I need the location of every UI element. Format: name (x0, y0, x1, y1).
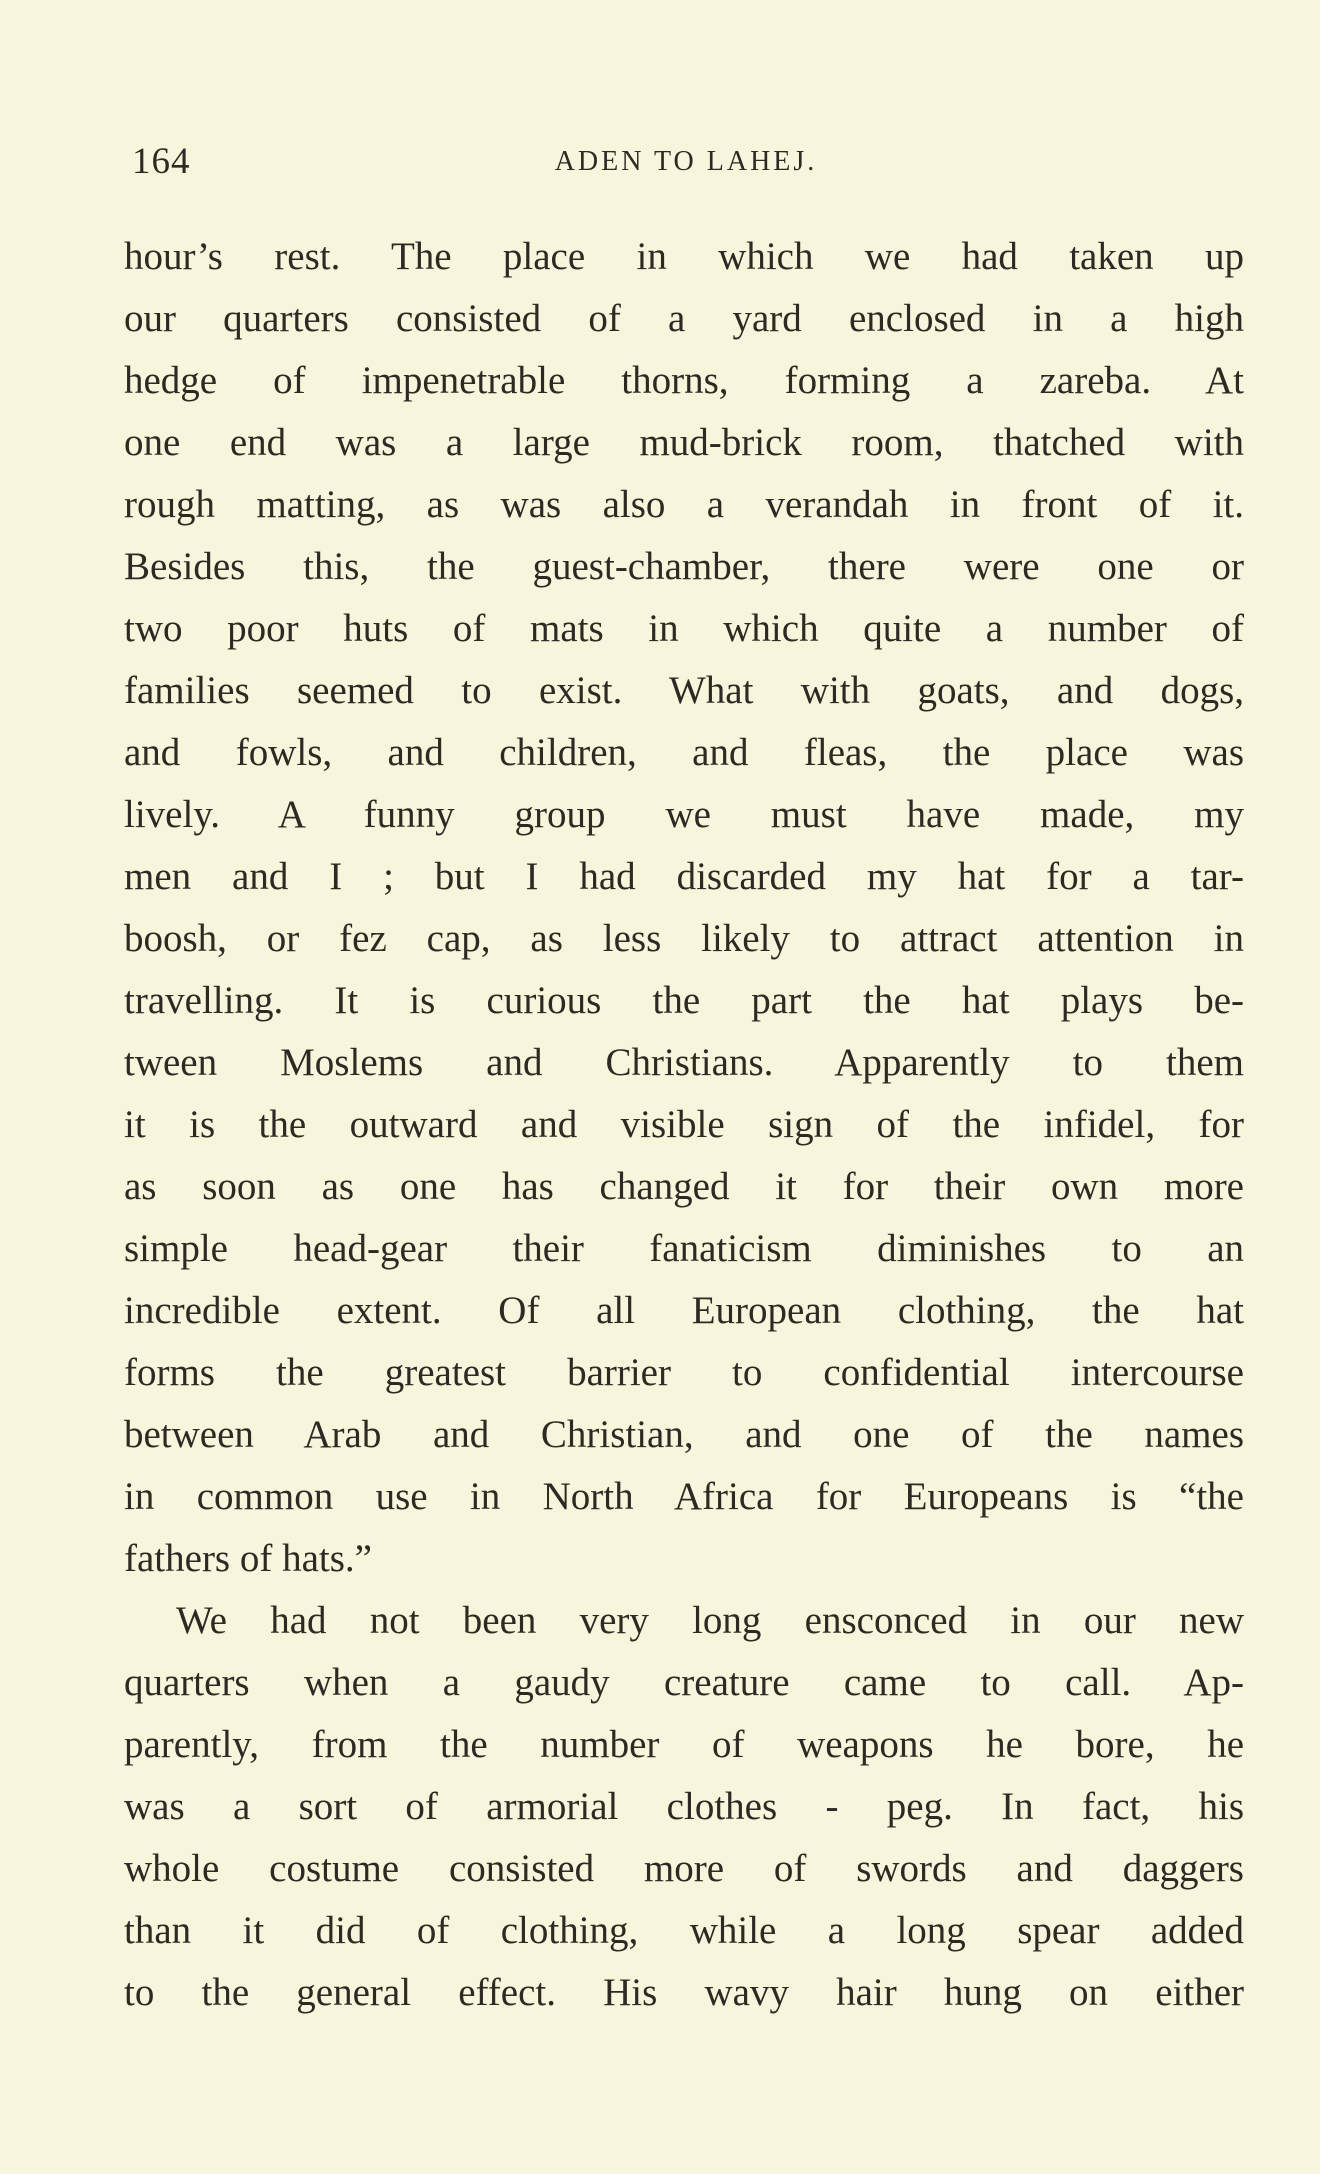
text-line: our quarters consisted of a yard enclosed in a high (124, 297, 1244, 340)
body-text (124, 226, 1244, 2024)
text-line: Besides this, the guest-chamber, there were one or (124, 545, 1244, 588)
text-line: quarters when a gaudy creature came to call. Ap- (124, 1661, 1244, 1704)
text-line: whole costume consisted more of swords and daggers (124, 1847, 1244, 1890)
text-line: was a sort of armorial clothes - peg. In fact, his (124, 1785, 1244, 1828)
text-line: between Arab and Christian, and one of the names (124, 1413, 1244, 1456)
text-line: in common use in North Africa for Europeans is “the (124, 1475, 1244, 1518)
text-line: travelling. It is curious the part the hat plays be- (124, 979, 1244, 1022)
text-line: two poor huts of mats in which quite a number of (124, 607, 1244, 650)
text-line: to the general effect. His wavy hair hung on either (124, 1971, 1244, 2014)
text-line: tween Moslems and Christians. Apparently to them (124, 1041, 1244, 1084)
text-line: forms the greatest barrier to confidential intercourse (124, 1351, 1244, 1394)
text-line: boosh, or fez cap, as less likely to attract attention in (124, 917, 1244, 960)
text-line: and fowls, and children, and fleas, the place was (124, 731, 1244, 774)
text-line: than it did of clothing, while a long spear added (124, 1909, 1244, 1952)
text-line: parently, from the number of weapons he bore, he (124, 1723, 1244, 1766)
text-line: men and I ; but I had discarded my hat for a tar- (124, 855, 1244, 898)
text-line: hour’s rest. The place in which we had taken up (124, 235, 1244, 278)
page-number: 164 (132, 141, 191, 182)
text-line: as soon as one has changed it for their own more (124, 1165, 1244, 1208)
text-line: fathers of hats.” (124, 1537, 372, 1580)
running-head: ADEN TO LAHEJ. (554, 146, 818, 177)
text-line: one end was a large mud-brick room, thatched with (124, 421, 1244, 464)
text-line: simple head-gear their fanaticism diminishes to an (124, 1227, 1244, 1270)
text-line: We had not been very long ensconced in our new (176, 1599, 1244, 1642)
text-line: hedge of impenetrable thorns, forming a zareba. At (124, 359, 1244, 402)
text-line: rough matting, as was also a verandah in front of it. (124, 483, 1244, 526)
text-line: it is the outward and visible sign of the infidel, for (124, 1103, 1244, 1146)
page-header (132, 132, 1240, 192)
text-line: lively. A funny group we must have made, my (124, 793, 1244, 836)
text-line: incredible extent. Of all European clothing, the hat (124, 1289, 1244, 1332)
text-line: families seemed to exist. What with goats, and dogs, (124, 669, 1244, 712)
